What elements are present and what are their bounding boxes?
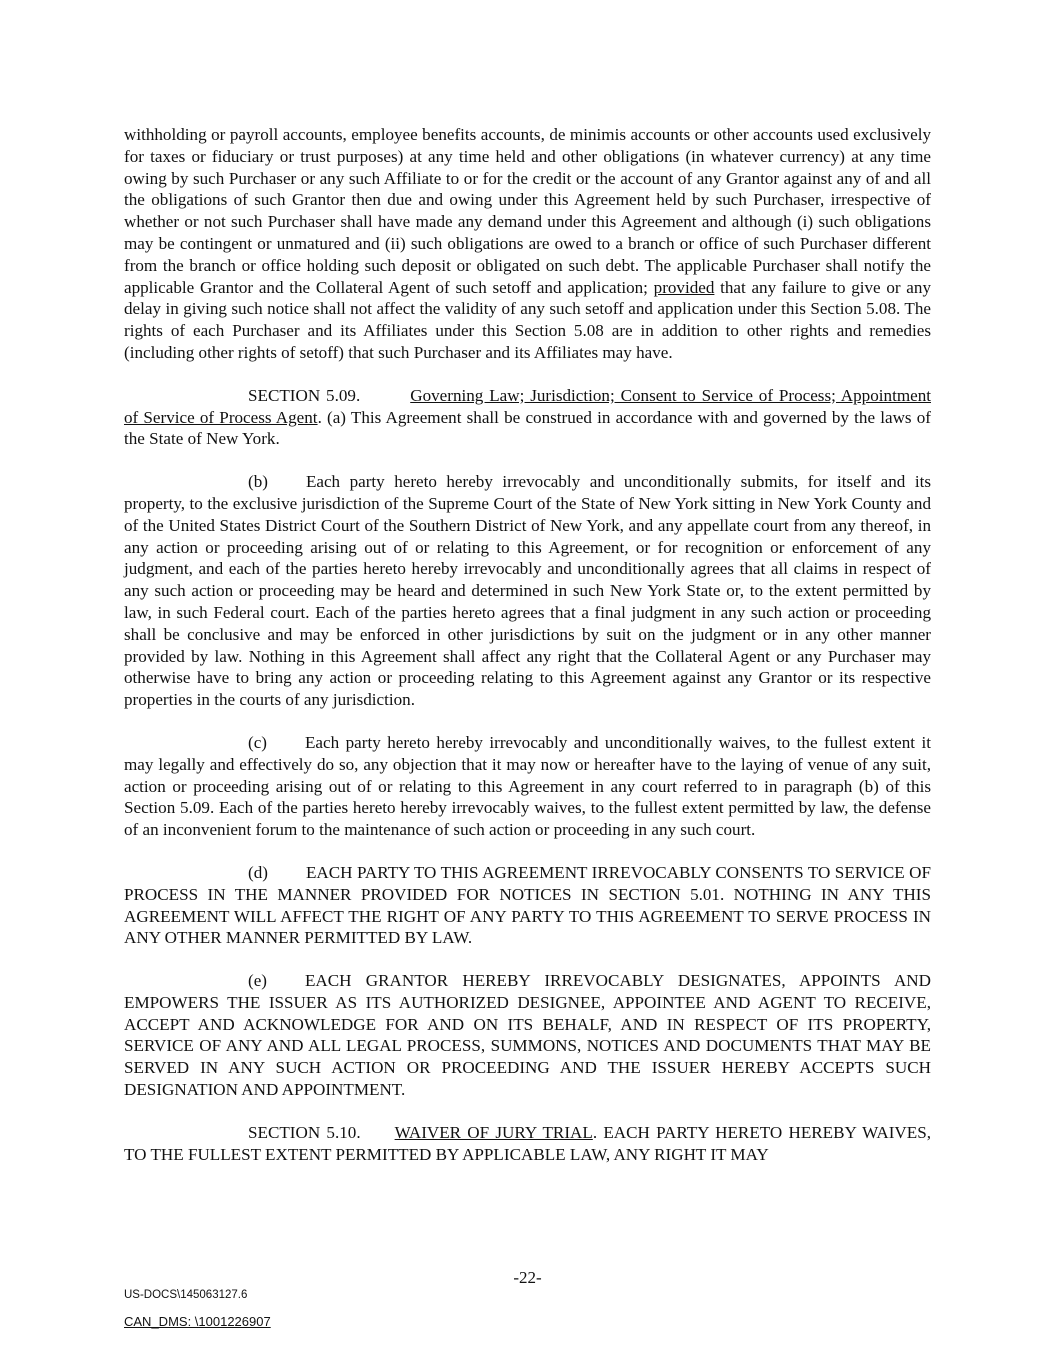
page-number: -22-: [513, 1268, 542, 1287]
section-5-09-title: Governing Law; Jurisdiction; Consent to Service of Process; Appointment of Service of Process Agent: [124, 385, 931, 427]
section-5-10-title: WAIVER OF JURY TRIAL: [394, 1122, 593, 1142]
paragraph-b: (b) Each party hereto hereby irrevocably and unconditionally submits, for itself and its property, to the exclusive jurisdiction of the Supreme Court of the State of New York sitting in New York County and of the United States District Court of the Southern District of New York, and any appellate court from any thereof, in any action or proceeding arising out of or relating to this Agreement, or for recognition or enforcement of any judgment, and each of the parties hereto hereby irrevocably and unconditionally agrees that all claims in respect of any such action or proceeding may be heard and determined in such New York State or, to the extent permitted by law, in such Federal court. Each of the parties hereto agrees that a final judgment in any such action or proceeding shall be conclusive and may be enforced in other jurisdictions by suit on the judgment or in any other manner provided by law. Nothing in this Agreement shall affect any right that the Collateral Agent or any Purchaser may otherwise have to bring any action or proceeding relating to this Agreement against any Grantor or its respective properties in the courts of any jurisdiction.: [124, 472, 931, 710]
paragraph-d-label: (d): [248, 862, 268, 882]
section-5-09-number: SECTION 5.09.: [248, 385, 361, 405]
paragraph-e: (e) EACH GRANTOR HEREBY IRREVOCABLY DESIGNATES, APPOINTS AND EMPOWERS THE ISSUER AS ITS AUTHORIZED DESIGNEE, APPOINTEE AND AGENT TO RECEIVE, ACCEPT AND ACKNOWLEDGE FOR AND ON ITS BEHALF, AND IN RESPECT OF ITS PROPERTY, SERVICE OF ANY AND ALL LEGAL PROCESS, SUMMONS, NOTICES AND DOCUMENTS THAT MAY BE SERVED IN ANY SUCH ACTION OR PROCEEDING AND THE ISSUER HEREBY ACCEPTS SUCH DESIGNATION AND APPOINTMENT.: [124, 971, 931, 1100]
footer-dms-id: CAN_DMS: \1001226907: [124, 1314, 271, 1329]
paragraph-c: (c) Each party hereto hereby irrevocably and unconditionally waives, to the fullest extent it may legally and effectively do so, any objection that it may now or hereafter have to the laying of venue of any suit, action or proceeding arising out of or relating to this Agreement in any court referred to in paragraph (b) of this Section 5.09. Each of the parties hereto hereby irrevocably waives, to the fullest extent permitted by law, the defense of an inconvenient forum to the maintenance of such action or proceeding in any such court.: [124, 732, 931, 840]
footer-doc-id: US-DOCS\145063127.6: [124, 1289, 248, 1301]
section-5-09-paragraph: SECTION 5.09. Governing Law; Jurisdiction; Consent to Service of Process; Appointment of Service of Process Agent. (a) This Agreement shall be construed in accordance with and governed by the laws of the State of New York.: [124, 385, 931, 449]
paragraph-c-label: (c): [248, 732, 267, 752]
paragraph-b-label: (b): [248, 472, 268, 492]
section-5-10-paragraph: SECTION 5.10. WAIVER OF JURY TRIAL. EACH PARTY HERETO HEREBY WAIVES, TO THE FULLEST EXTENT PERMITTED BY APPLICABLE LAW, ANY RIGHT IT MAY: [124, 1122, 931, 1164]
paragraph-e-label: (e): [248, 971, 267, 991]
paragraph-setoff-continued: withholding or payroll accounts, employee benefits accounts, de minimis accounts or other accounts used exclusively for taxes or fiduciary or trust purposes) at any time held and other obligations (in whatever currency) at any time owing by such Purchaser or any such Affiliate to or for the credit or the account of any Grantor against any of and all the obligations of such Grantor then due and owing under this Agreement held by such Purchaser, irrespective of whether or not such Purchaser shall have made any demand under this Agreement and although (i) such obligations may be contingent or unmatured and (ii) such obligations are owed to a branch or office of such Purchaser different from the branch or office holding such deposit or obligated on such debt. The applicable Purchaser shall notify the applicable Grantor and the Collateral Agent of such setoff and application; provided that any failure to give or any delay in giving such notice shall not affect the validity of any such setoff and application under this Section 5.08. The rights of each Purchaser and its Affiliates under this Section 5.08 are in addition to other rights and remedies (including other rights of setoff) that such Purchaser and its Affiliates may have.: [124, 125, 931, 362]
document-body: [124, 124, 931, 1186]
paragraph-d: (d) EACH PARTY TO THIS AGREEMENT IRREVOCABLY CONSENTS TO SERVICE OF PROCESS IN THE MANNER PROVIDED FOR NOTICES IN SECTION 5.01. NOTHING IN ANY THIS AGREEMENT WILL AFFECT THE RIGHT OF ANY PARTY TO THIS AGREEMENT TO SERVE PROCESS IN ANY OTHER MANNER PERMITTED BY LAW.: [124, 862, 931, 948]
provided-term: provided: [653, 277, 715, 297]
section-5-10-number: SECTION 5.10.: [248, 1122, 361, 1142]
